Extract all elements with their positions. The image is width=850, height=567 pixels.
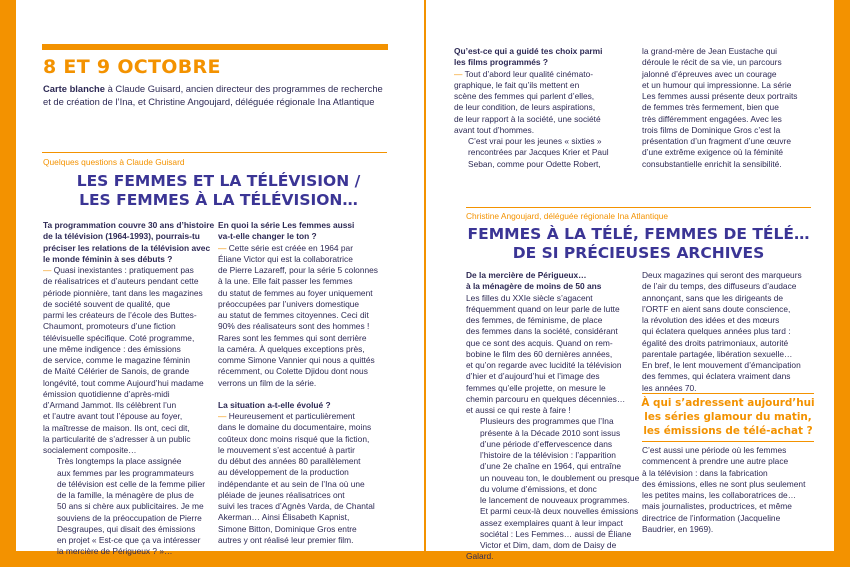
text-line: d’une période d’effervescence dans xyxy=(480,438,613,449)
text-line: d’hier et d’aujourd’hui et l’image des xyxy=(466,371,600,382)
text-line: de leur condition, de leurs aspirations, xyxy=(454,102,596,113)
text-line: de service, comme le magazine féminin xyxy=(43,355,191,365)
text-line: le monde féminin à ses débuts ? xyxy=(43,253,173,264)
text-line: du volume d’émissions, et donc xyxy=(480,483,597,494)
text-line: Les filles du XXIe siècle s’agacent xyxy=(466,292,593,303)
text-line: Qu’est-ce qui a guidé tes choix parmi xyxy=(454,46,603,56)
text-line: de leur rapport à la société, une société xyxy=(454,113,601,124)
right-page xyxy=(426,0,834,562)
text-line: C’est vrai pour les jeunes « sixties » xyxy=(468,136,602,146)
section-rule xyxy=(42,152,387,153)
text-line: Victor et Dim, dam, dom de Daisy de Galard. xyxy=(466,540,617,562)
text-line: — Quasi inexistantes : pratiquement pas xyxy=(43,265,194,275)
text-line: au statut de femmes citoyennes. Ceci dit xyxy=(218,310,369,320)
pull-quote-line-2: les séries glamour du matin, xyxy=(644,411,812,423)
text-line: scène des femmes qui parlent d’elles, xyxy=(454,91,595,101)
text-line: en projet « Est-ce que ça va intéresser xyxy=(57,535,201,545)
text-line: avant tout d’hommes. xyxy=(454,124,535,135)
text-line: trois films de Dominique Gros c’est la xyxy=(642,124,781,135)
text-line: les films programmés ? xyxy=(454,57,549,68)
text-line: préciser les relations de la télévision avec xyxy=(43,242,211,253)
text-line: directrice de l’information (Jacqueline xyxy=(642,512,781,523)
text-line: Et parmi ceux-là deux nouvelles émissions xyxy=(480,506,639,517)
text-line: Ta programmation couvre 30 ans d’histoire xyxy=(43,220,215,230)
text-line: préoccupées par l’univers domestique xyxy=(218,298,360,309)
interview-kicker: Quelques questions à Claude Guisard xyxy=(43,157,185,167)
text-line: récemment, ou Colette Djidou dont nous xyxy=(218,366,368,377)
text-line: Deux magazines qui seront des marqueurs xyxy=(642,270,802,280)
left-column-1 xyxy=(43,220,221,558)
text-line: rencontrées par Jacques Krier et Paul xyxy=(468,147,609,158)
paragraph-2 xyxy=(466,416,644,562)
right-column-1 xyxy=(466,270,644,563)
headline-right-line-2: DE SI PRÉCIEUSES ARCHIVES xyxy=(512,244,765,262)
text-line: de la télévision (1964-1993), pourrais-tu xyxy=(43,231,200,242)
question-1 xyxy=(43,220,221,265)
right-top-column-2 xyxy=(642,46,822,170)
text-line: de femmes très fermement, bien que xyxy=(642,102,779,113)
text-line: une même indigence : des émissions xyxy=(43,343,181,354)
text-line: au développement de la production xyxy=(218,467,349,478)
text-line: De la mercière de Périgueux… xyxy=(466,270,587,280)
text-line: et qu’on regarde avec lucidité la télévision xyxy=(466,360,622,370)
text-line: socialement composite… xyxy=(43,445,137,455)
answer-4 xyxy=(454,69,634,137)
left-page xyxy=(16,0,424,557)
text-line: femmes qu’elle projette, on mesure le xyxy=(466,382,606,393)
text-line: et l’autre avant tout l’épouse au foyer, xyxy=(43,411,183,422)
text-line: coûteux donc moins risqué que la fiction, xyxy=(218,433,370,444)
text-line: des femmes dans la société, considérant xyxy=(466,326,618,337)
text-line: de Maïté Célérier de Sanois, de grande xyxy=(43,366,190,377)
answer-4-end xyxy=(642,46,822,170)
dash-mark: — xyxy=(43,265,54,275)
text-line: d’une 2e chaîne en 1964, qui entraîne xyxy=(480,461,622,472)
text-line: parmi les créateurs de l’école des Buttes- xyxy=(43,310,197,320)
text-line: des femmes, qui éclatera vraiment dans xyxy=(642,371,791,382)
text-line: consubstantielle enrichit la sensibilité. xyxy=(642,158,782,169)
text-line: indépendante et au sein de l’Ina où une xyxy=(218,478,365,489)
paragraph-4 xyxy=(642,445,824,535)
left-column-2 xyxy=(218,220,396,546)
text-line: présente à la Décade 2010 sont issus xyxy=(480,427,621,438)
text-line: — Cette série est créée en 1964 par xyxy=(218,242,354,253)
article-headline xyxy=(46,172,391,210)
text-line: le mouvement s’est accentué à partir xyxy=(218,444,355,455)
text-line: Baudrier, en 1969). xyxy=(642,523,714,534)
answer-2 xyxy=(218,243,396,389)
text-line: Chaumont, promoteurs d’une fiction xyxy=(43,321,176,332)
text-line: fréquemment quand on leur parle de lutte xyxy=(466,303,620,314)
text-line: Les femmes aussi présente deux portraits xyxy=(642,91,798,101)
text-line: longévité, tout comme Aujourd’hui madame xyxy=(43,377,204,388)
text-line: qui éclatera quelques années plus tard : xyxy=(642,326,791,337)
answer-1-continued xyxy=(43,456,221,557)
text-line: verrons un film de la série. xyxy=(218,377,317,388)
text-line: dans le domaine du documentaire, moins xyxy=(218,422,372,433)
carte-blanche-label: Carte blanche xyxy=(43,83,105,94)
text-line: la caméra. À quelques exceptions près, xyxy=(218,343,365,354)
event-date-title: 8 ET 9 OCTOBRE xyxy=(43,56,221,78)
text-line: Desgraupes, qui disait des émissions xyxy=(57,523,196,534)
text-line: un nouveau ton, le doublement ou presque xyxy=(480,472,640,483)
answer-4-continued xyxy=(454,136,634,170)
text-line: de Pierre Lazareff, pour la série 5 colonnes xyxy=(218,265,378,275)
section-rule-right xyxy=(466,207,811,208)
carte-line1: à Claude Guisard, ancien directeur des programmes de recherche xyxy=(105,83,383,94)
text-line: d’Armand Jammot. Ils célèbrent l’un xyxy=(43,400,177,410)
dash-mark: — xyxy=(218,411,229,421)
text-line: Très longtemps la place assignée xyxy=(57,456,182,467)
text-line: — Tout d’abord leur qualité cinémato- xyxy=(454,68,594,79)
text-line: En quoi la série Les femmes aussi xyxy=(218,220,355,230)
headline-right-line-1: FEMMES À LA TÉLÉ, FEMMES DE TÉLÉ… xyxy=(467,225,810,243)
text-line: très différemment engagées. Avec les xyxy=(642,113,782,124)
article-headline-right xyxy=(466,225,811,263)
text-line: En bref, le lent mouvement d’émancipation xyxy=(642,360,801,370)
question-2 xyxy=(218,220,396,243)
text-line: l’histoire de la télévision : l’apparition xyxy=(480,450,616,460)
callout-rule-top xyxy=(642,393,814,394)
paragraph-3 xyxy=(642,270,824,394)
headline-line-1: LES FEMMES ET LA TÉLÉVISION / xyxy=(76,172,361,190)
text-line: — Heureusement et particulièrement xyxy=(218,411,355,421)
answer-1 xyxy=(43,265,221,456)
answer-3 xyxy=(218,411,396,546)
text-line: du statut de femmes au foyer uniquement xyxy=(218,287,373,298)
pull-quote-line-1: À qui s’adressent aujourd’hui xyxy=(641,397,815,409)
text-line: C’est aussi une période où les femmes xyxy=(642,445,787,455)
text-line: mais journalistes, productrices, et même xyxy=(642,501,792,512)
paragraph-1 xyxy=(466,293,644,417)
text-line: graphique, le fait qu’ils mettent en xyxy=(454,79,580,90)
headline-line-2: LES FEMMES À LA TÉLÉVISION… xyxy=(79,191,358,209)
text-line: La situation a-t-elle évolué ? xyxy=(218,399,331,410)
text-line: la maîtresse de maison. Ils ont, ceci dit, xyxy=(43,422,190,433)
dash-mark: — xyxy=(454,68,465,79)
carte-blanche-intro xyxy=(43,83,393,108)
text-line: les années 70. xyxy=(642,382,697,393)
text-line: le lancement de nouveaux programmes. xyxy=(480,495,630,505)
text-line: la grand-mère de Jean Eustache qui xyxy=(642,46,778,56)
text-line: Seban, comme pour Odette Robert, xyxy=(468,158,601,169)
text-line: la particularité de s’adresser à un public xyxy=(43,433,191,444)
text-line: comme Simone Vannier qui nous a quittés xyxy=(218,355,375,365)
question-3 xyxy=(218,400,396,411)
text-line: pléiade de jeunes réalisatrices ont xyxy=(218,489,345,500)
text-line: égalité des droits patrimoniaux, autorité xyxy=(642,337,789,348)
text-line: parentale partagée, libération sexuelle… xyxy=(642,348,793,359)
text-line: que ce sont des acquis. Quand on rem- xyxy=(466,337,613,348)
text-line: Simone Bitton, Dominique Gros entre xyxy=(218,523,357,534)
text-line: à la ménagère de moins de 50 ans xyxy=(466,281,602,292)
text-line: annonçant, sans que les dirigeants de xyxy=(642,292,784,303)
callout-rule-bottom xyxy=(642,441,814,442)
text-line: 50 ans si chère aux publicitaires. Je me xyxy=(57,501,204,512)
right-column-2 xyxy=(642,270,824,394)
text-line: suivi les traces d’Agnès Varda, de Chantal xyxy=(218,501,375,511)
text-line: assez exemplaires quant à leur impact xyxy=(480,517,623,528)
text-line: Plusieurs des programmes que l’Ina xyxy=(480,416,614,427)
text-line: 90% des réalisateurs sont des hommes ! xyxy=(218,321,370,332)
text-line: des femmes, de féminisme, de place xyxy=(466,315,603,325)
text-line: va-t-elle changer le ton ? xyxy=(218,231,317,242)
text-line: jalonné d’épreuves avec un courage xyxy=(642,68,777,79)
text-line: souviens de la préoccupation de Pierre xyxy=(57,512,202,523)
text-line: d’une extrême exigence où la féminité xyxy=(642,147,784,158)
article-kicker: Christine Angoujard, déléguée régionale Ina Atlantique xyxy=(466,211,669,221)
text-line: des émissions, elles ne sont plus seulement xyxy=(642,478,806,489)
text-line: les petites mains, les collaboratrices de… xyxy=(642,490,797,500)
text-line: aux femmes par les programmateurs xyxy=(57,467,194,478)
text-line: émission quotidienne d’après-midi xyxy=(43,388,170,399)
text-line: déroule le récit de sa vie, un parcours xyxy=(642,57,782,68)
text-line: chemin parcouru en quelques décennies… xyxy=(466,393,626,404)
pull-quote-line-3: les émissions de télé-achat ? xyxy=(643,425,813,437)
text-line: la révolution des idées et des mœurs xyxy=(642,315,780,325)
text-line: l’ORTF en aient sans doute conscience, xyxy=(642,303,791,314)
text-line: de société souvent de qualité, que xyxy=(43,298,171,309)
pull-quote xyxy=(637,396,819,438)
text-line: période pionnière, tant dans les magazines xyxy=(43,287,203,298)
question-4 xyxy=(454,46,634,69)
text-line: Akerman… Ainsi Élisabeth Kapnist, xyxy=(218,512,350,523)
text-line: bobine le film des 60 dernières années, xyxy=(466,348,613,359)
text-line: la mercière de Périgueux ? »… xyxy=(57,546,173,557)
text-line: de télévision est celle de la femme pilier xyxy=(57,478,206,489)
text-line: et aussi ce qui reste à faire ! xyxy=(466,405,571,415)
text-line: télévisuelle spécifique. Coté programme, xyxy=(43,332,195,343)
subhead xyxy=(466,270,644,293)
text-line: autres y ont réalisé leur premier film. xyxy=(218,534,354,545)
carte-line2: et de création de l’Ina, et Christine Angoujard, déléguée régionale Ina Atlantique xyxy=(43,95,375,107)
text-line: commencent à prendre une autre place xyxy=(642,456,789,467)
right-top-column-1 xyxy=(454,46,634,170)
text-line: Éliane Victor qui est la collaboratrice xyxy=(218,253,353,264)
text-line: à la télévision : dans la fabrication xyxy=(642,467,768,478)
text-line: à la une. Elle fait passer les femmes xyxy=(218,276,353,287)
top-orange-bar xyxy=(42,44,388,50)
right-column-2-bottom xyxy=(642,445,824,535)
text-line: présentation d’un fragment d’une œuvre xyxy=(642,136,791,146)
text-line: de réalisatrices et d’auteurs pendant cette xyxy=(43,276,199,287)
text-line: et un humour qui impressionne. La série xyxy=(642,79,792,90)
text-line: de la famille, la ménagère de plus de xyxy=(57,490,194,500)
text-line: du début des années 80 parallèlement xyxy=(218,456,361,466)
dash-mark: — xyxy=(218,242,229,253)
text-line: sociétal : Les Femmes… aussi de Éliane xyxy=(480,528,632,539)
text-line: Rares sont les femmes qui sont derrière xyxy=(218,332,367,343)
text-line: de l’air du temps, des diffuseurs d’audace xyxy=(642,281,797,292)
